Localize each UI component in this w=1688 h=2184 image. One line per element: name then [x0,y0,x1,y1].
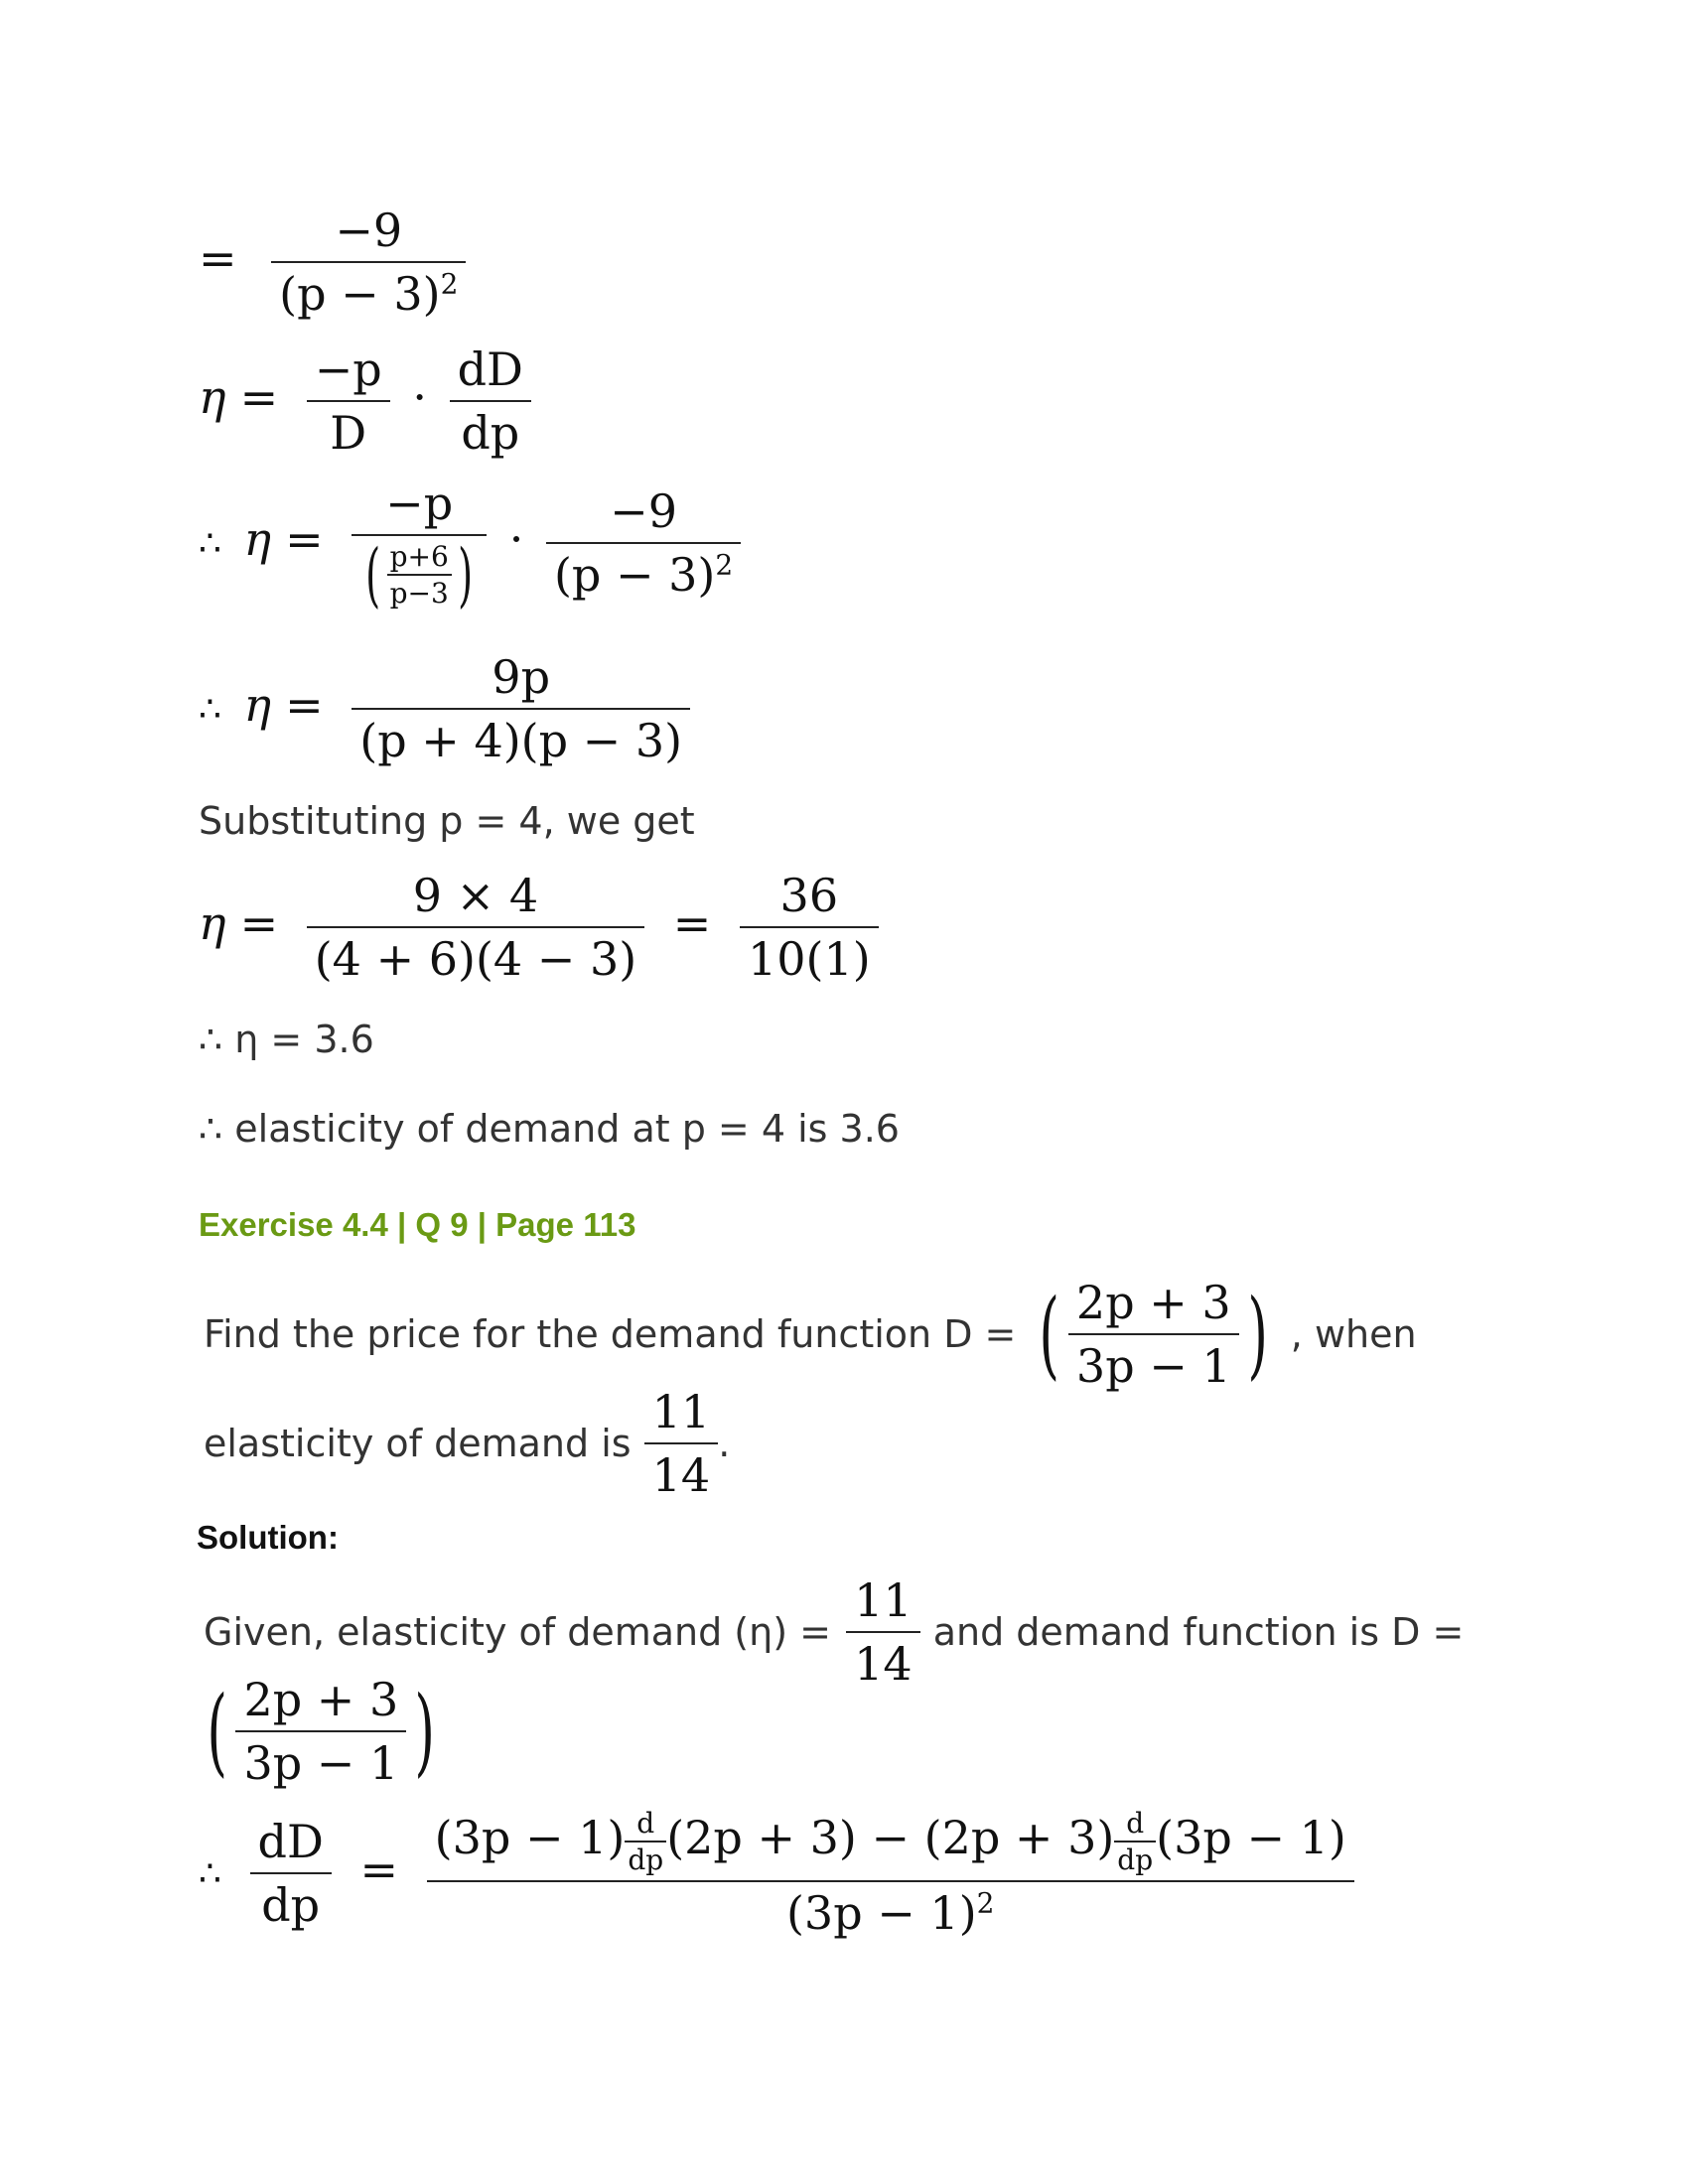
solution-label: Solution: [197,1519,339,1556]
equation-step-1: = $\frac{-9}{(p - 3)^2}$ [199,204,466,321]
eta-definition: η = $\frac{-p}{D}$ · $\frac{dD}{dp}$ [199,342,531,460]
equation-step-3: ∴ η = $\frac{9p}{(p + 4)(p - 3)}$ [199,650,690,767]
question-line-1: Find the price for the demand function D = ( $\frac{2p + 3}{3p - 1}$ ) , when [204,1276,1417,1393]
question-line-2: elasticity of demand is $\frac{11}{14}$ . [204,1385,731,1502]
result-line: ∴ η = 3.6 [199,1018,374,1061]
equation-step-2: ∴ η = −p ( $\frac{p+6}{p-3}$ ) · $\frac{-9}{(p - 3)^2}$ [199,477,741,610]
fraction: $\frac{-9}{(p - 3)^2}$ [271,204,466,321]
given-function: ( $\frac{2p + 3}{3p - 1}$ ) [207,1673,436,1790]
conclusion-line: ∴ elasticity of demand at p = 4 is 3.6 [199,1107,900,1151]
exercise-heading[interactable]: Exercise 4.4 | Q 9 | Page 113 [199,1206,636,1243]
substituting-text: Substituting p = 4, we get [199,799,695,843]
given-line: Given, elasticity of demand (η) = $\frac{11}{14}$ and demand function is D = [204,1573,1465,1691]
equation-step-4: η = $\frac{9 \times 4}{(4 + 6)(4 - 3)}$ = $\frac{36}{10(1)}$ [199,869,879,986]
derivative-equation: ∴ $\frac{dD}{dp}$ = (3p − 1) $\frac{d}{dp}$ (2p + 3) − (2p + 3) $\frac{d}{dp}$ (3p − 1) $(3p - 1)^2$ [199,1807,1354,1940]
